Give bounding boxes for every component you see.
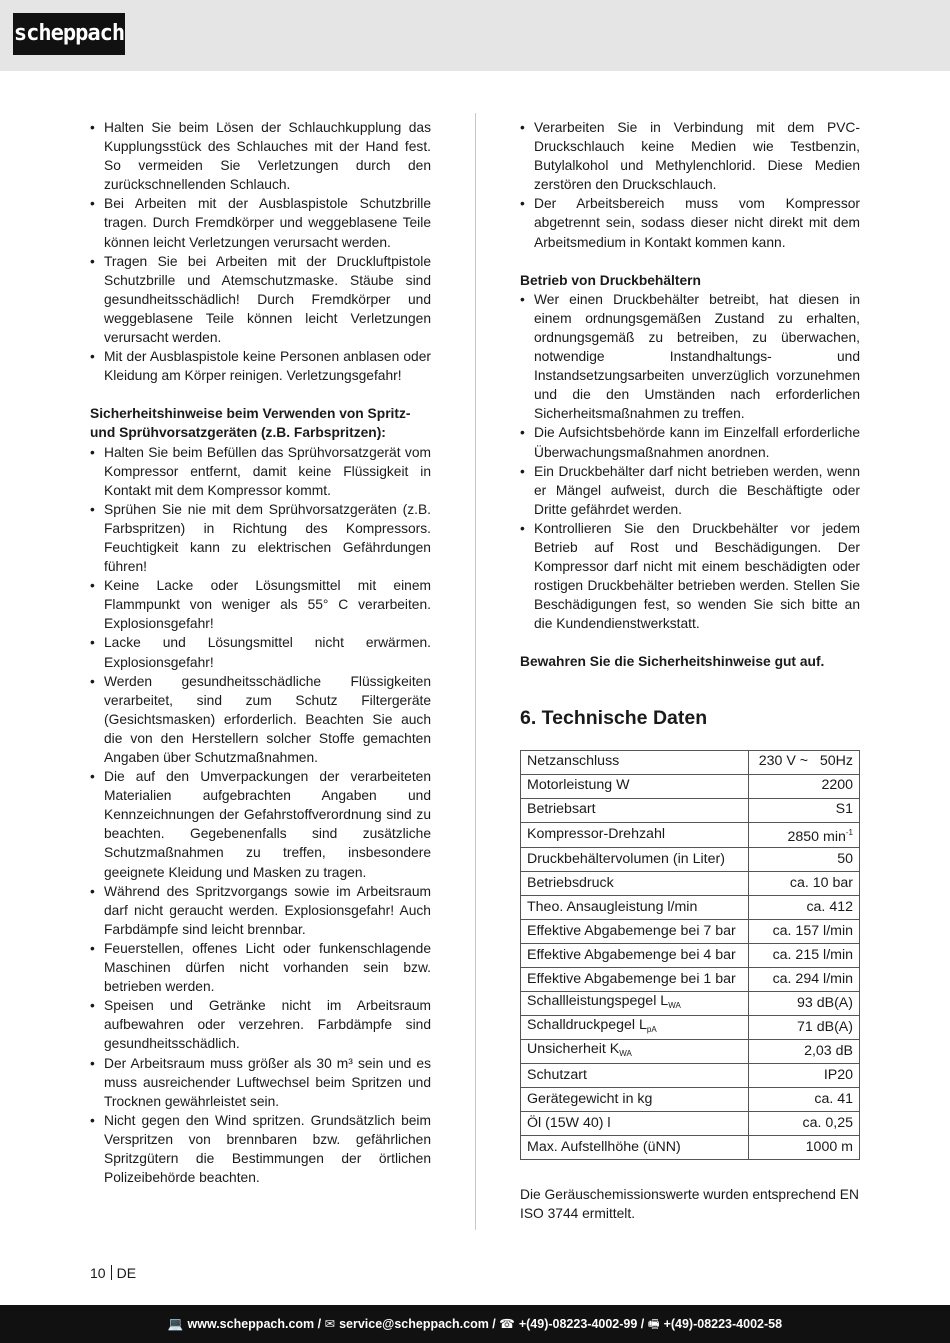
spacer [520, 730, 860, 750]
spec-label-cell [521, 991, 749, 1015]
table-row [521, 750, 860, 774]
list-item: • Der Arbeitsbereich muss vom Kompressor abgetrennt sein, sodass dieser nicht direkt mit dem Arbeitsmedium in Kontakt kommen kann. [520, 194, 860, 251]
spec-value: ca. 41 [814, 1090, 853, 1107]
list-item: • Feuerstellen, offenes Licht oder funkenschlagende Maschinen dürfen nicht vorhanden sein bzw. betrieben werden. [90, 939, 431, 996]
spacer [520, 252, 860, 271]
emission-note: Die Geräuschemissionswerte wurden entsprechend EN ISO 3744 ermittelt. [520, 1186, 859, 1222]
spec-label: Theo. Ansaugleistung l/min [527, 898, 698, 915]
keep-instructions-note: Bewahren Sie die Sicherheitshinweise gut auf. [520, 654, 825, 670]
pressure-vessel-list [520, 290, 860, 634]
list-item: • Tragen Sie bei Arbeiten mit der Druckluftpistole Schutzbrille und Atemschutzmaske. Stäube sind gesundheitsschädlich! Durch Fremdkörper und weggeblasene Teile können leicht Verletzungen verursacht werden. [90, 252, 431, 347]
column-divider [475, 113, 476, 1230]
list-item: • Ein Druckbehälter darf nicht betrieben werden, wenn er Mängel aufweist, durch die Beschäftigte oder Dritte gefährdet werden. [520, 462, 860, 519]
list-item: • Verarbeiten Sie in Verbindung mit dem PVC-Druckschlauch keine Medien wie Testbenzin, Butylalkohol und Methylenchlorid. Diese Medien zerstören den Druckschlauch. [520, 118, 860, 194]
email-icon: ✉ [324, 1317, 336, 1331]
list-item: • Wer einen Druckbehälter betreibt, hat diesen in einem ordnungsgemäßen Zustand zu erhalten, ordnungsgemäß zu betreiben, zu überwachen, notwendige Instandhaltungs- und Instandsetzungsarbeiten unverzüglich vorzunehmen und die den Umständen nach erforderlichen Sicherheitsmaßnahmen zu treffen. [520, 290, 860, 424]
pressure-vessel-heading: Betrieb von Druckbehältern [520, 272, 701, 288]
spec-label: Kompressor-Drehzahl [527, 826, 665, 843]
fax-number: +(49)-08223-4002-58 [663, 1317, 783, 1331]
spec-label: Schalldruckpegel L [527, 1016, 647, 1033]
list-item: • Die Aufsichtsbehörde kann im Einzelfall erforderliche Überwachungsmaßnahmen anordnen. [520, 423, 860, 461]
table-row [521, 1015, 860, 1039]
spec-label-cell [521, 1039, 749, 1063]
spec-label: Öl (15W 40) l [527, 1114, 611, 1131]
spec-label-cell [521, 822, 749, 847]
phone-icon: ☎ [499, 1317, 515, 1331]
spec-label-cell [521, 943, 749, 967]
spec-label-cell [521, 1087, 749, 1111]
list-item: • Kontrollieren Sie den Druckbehälter vor jedem Betrieb auf Rost und Beschädigungen. Der Kompressor darf nicht mit einem beschädigten oder rostigen Druckbehälter betrieben werden. Stellen Sie Beschädigungen fest, so wenden Sie sich bitte an die Kundendienstwerkstatt. [520, 519, 860, 634]
spec-label: Netzanschluss [527, 753, 620, 770]
pvc-hose-list [520, 118, 860, 252]
table-row [521, 871, 860, 895]
spec-label: Betriebsart [527, 801, 596, 818]
spacer [520, 1160, 860, 1185]
spec-value-cell [749, 1039, 860, 1063]
spec-label-cell [521, 967, 749, 991]
spec-value-cell [749, 871, 860, 895]
spec-label: Motorleistung W [527, 777, 630, 794]
spec-label-cell [521, 1111, 749, 1135]
spec-label: Max. Aufstellhöhe (üNN) [527, 1138, 681, 1155]
page-number-value: 10 [90, 1265, 106, 1281]
header-band [0, 0, 950, 71]
spec-value-superscript: -1 [845, 827, 853, 837]
list-item: • Halten Sie beim Befüllen das Sprühvorsatzgerät vom Kompressor entfernt, damit keine Flüssigkeit in Kontakt mit dem Kompressor kommt. [90, 443, 431, 500]
spacer [520, 672, 860, 706]
list-item: • Während des Spritzvorgangs sowie im Arbeitsraum darf nicht geraucht werden. Explosionsgefahr! Auch Farbdämpfe sind leicht brennbar. [90, 882, 431, 939]
spec-value-cell [749, 822, 860, 847]
spec-value: ca. 10 bar [789, 874, 853, 891]
table-row [521, 847, 860, 871]
spray-safety-list [90, 443, 431, 1188]
language-code: DE [116, 1265, 137, 1281]
spray-safety-heading: Sicherheitshinweise beim Verwenden von Spritz- und Sprühvorsatzgeräten (z.B. Farbspritzen): [90, 406, 411, 441]
list-item: • Werden gesundheitsschädliche Flüssigkeiten verarbeitet, sind zum Schutz Filtergeräte (Gesichtsmasken) erforderlich. Beachten Sie auch die von den Herstellern solcher Stoffe gemachten Angaben über Schutzmaßnahmen. [90, 672, 431, 767]
spec-label-cell [521, 847, 749, 871]
table-row [521, 774, 860, 798]
scheppach-logo: scheppach [13, 13, 125, 55]
spec-value-cell [749, 1087, 860, 1111]
contact-bar [0, 1305, 950, 1343]
list-item: • Lacke und Lösungsmittel nicht erwärmen. Explosionsgefahr! [90, 633, 431, 671]
contact-separator: / [637, 1317, 648, 1331]
list-item: • Keine Lacke oder Lösungsmittel mit einem Flammpunkt von weniger als 55° C verarbeiten. Explosionsgefahr! [90, 576, 431, 633]
spec-value: 71 dB(A) [797, 1018, 853, 1035]
contact-separator: / [488, 1317, 500, 1331]
spec-label: Schallleistungspegel L [527, 992, 669, 1009]
spec-label-subscript: WA [668, 1000, 681, 1010]
spec-label: Gerätegewicht in kg [527, 1090, 653, 1107]
spec-value: 2200 [821, 777, 853, 794]
table-row [521, 798, 860, 822]
list-item: • Mit der Ausblaspistole keine Personen anblasen oder Kleidung am Körper reinigen. Verletzungsgefahr! [90, 347, 431, 385]
spec-label: Druckbehältervolumen (in Liter) [527, 850, 725, 867]
spec-value: 2850 min [787, 828, 846, 845]
spec-label: Schutzart [527, 1066, 587, 1083]
spec-value: ca. 294 l/min [772, 970, 853, 987]
phone-number: +(49)-08223-4002-99 [518, 1317, 638, 1331]
spec-label-cell [521, 750, 749, 774]
spec-value-cell [749, 1135, 860, 1159]
spec-value-cell [749, 1111, 860, 1135]
computer-icon: 💻 [167, 1317, 184, 1331]
list-item: • Der Arbeitsraum muss größer als 30 m³ sein und es muss ausreichender Luftwechsel beim Spritzen und Trocknen gewährleistet sein. [90, 1054, 431, 1111]
spec-label-subscript: pA [646, 1024, 657, 1034]
spec-value-cell [749, 774, 860, 798]
list-item: • Sprühen Sie nie mit dem Sprühvorsatzgeräten (z.B. Farbspritzen) in Richtung des Kompressors. Feuchtigkeit kann zu elektrischen Gefährdungen führen! [90, 500, 431, 576]
spec-value-cell [749, 1015, 860, 1039]
table-row [521, 895, 860, 919]
spec-label-cell [521, 798, 749, 822]
spec-value-cell [749, 750, 860, 774]
spec-value: 2,03 dB [804, 1042, 853, 1059]
table-row [521, 919, 860, 943]
spec-value: IP20 [823, 1066, 853, 1083]
spec-value-cell [749, 895, 860, 919]
spec-value: 230 V ~ 50Hz [758, 753, 853, 770]
spec-label: Effektive Abgabemenge bei 7 bar [527, 922, 736, 939]
spec-value-cell [749, 847, 860, 871]
spec-value-cell [749, 967, 860, 991]
technical-data-table [520, 750, 860, 1160]
technical-data-body [521, 750, 860, 1159]
list-item: • Nicht gegen den Wind spritzen. Grundsätzlich beim Verspritzen von brennbaren bzw. gefährlichen Spritzgütern die Bestimmungen der örtlichen Polizeibehörde beachten. [90, 1111, 431, 1187]
table-row [521, 1063, 860, 1087]
list-item: • Halten Sie beim Lösen der Schlauchkupplung das Kupplungsstück des Schlauches mit der Hand fest. So vermeiden Sie Verletzungen durch den zurückschnellenden Schlauch. [90, 118, 431, 194]
spec-value: S1 [835, 801, 853, 818]
spec-value-cell [749, 919, 860, 943]
spec-value-cell [749, 798, 860, 822]
spec-value-cell [749, 943, 860, 967]
list-item: • Bei Arbeiten mit der Ausblaspistole Schutzbrille tragen. Durch Fremdkörper und weggeblasene Teile können leicht Verletzungen verursacht werden. [90, 194, 431, 251]
spec-label: Effektive Abgabemenge bei 1 bar [527, 970, 736, 987]
spacer [90, 385, 431, 404]
spec-value-cell [749, 991, 860, 1015]
hose-safety-list [90, 118, 431, 385]
list-item: • Speisen und Getränke nicht im Arbeitsraum aufbewahren oder verzehren. Farbdämpfe sind gesundheitsschädlich. [90, 996, 431, 1053]
section-title: 6. Technische Daten [520, 706, 708, 729]
left-column [90, 118, 431, 1187]
spec-label-cell [521, 871, 749, 895]
table-row [521, 1111, 860, 1135]
spec-label: Unsicherheit K [527, 1040, 620, 1057]
table-row [521, 991, 860, 1015]
spec-value: ca. 215 l/min [772, 946, 853, 963]
spec-value: ca. 412 [806, 898, 853, 915]
spec-value: 1000 m [805, 1138, 853, 1155]
table-row [521, 822, 860, 847]
website-link[interactable]: www.scheppach.com [187, 1317, 315, 1331]
fax-icon: 🖷 [647, 1317, 660, 1331]
table-row [521, 1135, 860, 1159]
spec-label-subscript: WA [619, 1048, 632, 1058]
spec-value: 50 [837, 850, 853, 867]
right-column [520, 118, 860, 1224]
spec-value: 93 dB(A) [797, 994, 853, 1011]
spec-label-cell [521, 774, 749, 798]
spec-value-cell [749, 1063, 860, 1087]
spec-label-cell [521, 919, 749, 943]
spec-label-cell [521, 1015, 749, 1039]
table-row [521, 1039, 860, 1063]
spec-value: ca. 0,25 [802, 1114, 853, 1131]
page-number-separator [111, 1265, 112, 1280]
spec-value: ca. 157 l/min [772, 922, 853, 939]
list-item: • Die auf den Umverpackungen der verarbeiteten Materialien aufgebrachten Angaben und Kennzeichnungen der Gefahrstoffverordnung sind zu beachten. Gegebenenfalls sind zusätzliche Schutzmaßnahmen zu treffen, insbesondere geeignete Kleidung und Masken zu tragen. [90, 767, 431, 882]
table-row [521, 943, 860, 967]
spec-label-cell [521, 1063, 749, 1087]
contact-separator: / [314, 1317, 325, 1331]
page-number [90, 1264, 136, 1282]
table-row [521, 1087, 860, 1111]
spec-label-cell [521, 895, 749, 919]
spec-label-cell [521, 1135, 749, 1159]
email-link[interactable]: service@scheppach.com [339, 1317, 489, 1331]
spacer [520, 633, 860, 652]
spec-label: Betriebsdruck [527, 874, 614, 891]
spec-label: Effektive Abgabemenge bei 4 bar [527, 946, 736, 963]
table-row [521, 967, 860, 991]
